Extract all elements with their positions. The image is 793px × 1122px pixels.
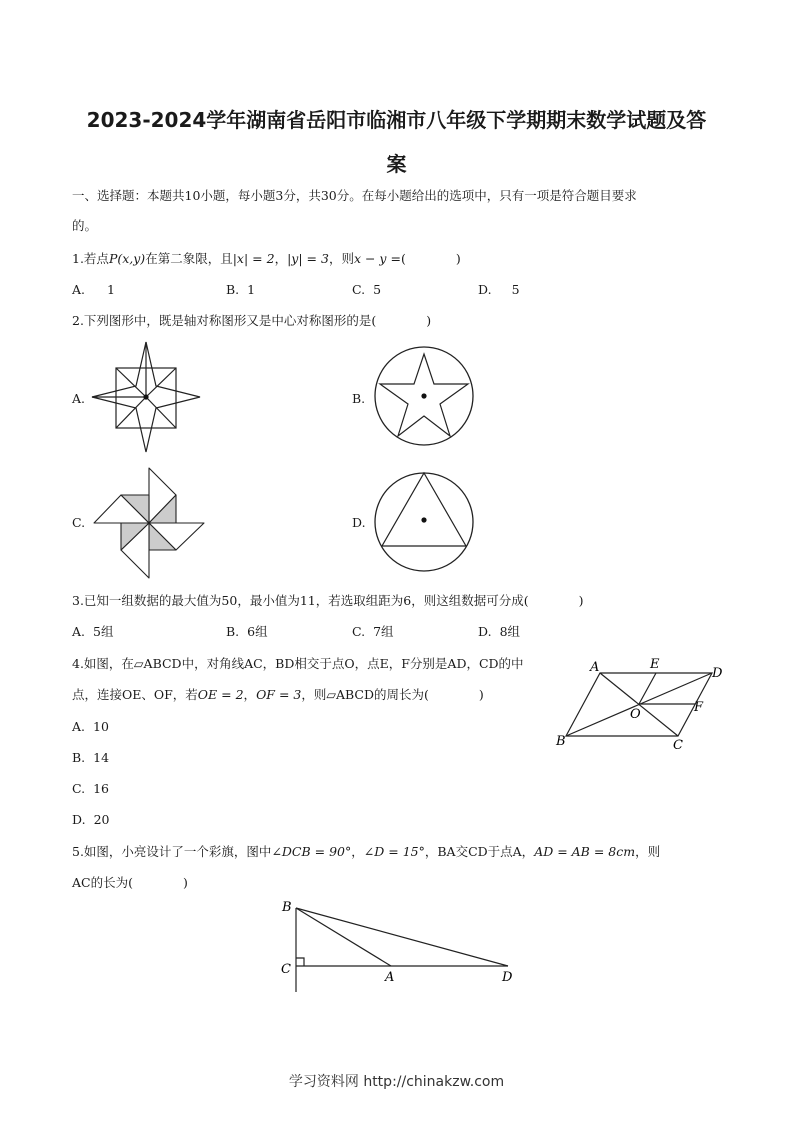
q5-point-c: C	[281, 962, 291, 977]
option-label: B.	[226, 624, 240, 639]
page-footer-watermark: 学习资料网 http://chinakzw.com	[288, 1074, 505, 1090]
q2-figure-b-circle-star	[372, 344, 476, 448]
q5-angle-dcb: ∠DCB = 90°	[271, 844, 352, 859]
q2-figure-d-circle-triangle	[372, 470, 476, 574]
q1-option-a	[72, 282, 115, 298]
q5-point-a: A	[385, 970, 395, 985]
q4-text-c: ，则▱ABCD的周长为( )	[301, 687, 484, 702]
q4-text-b: ，	[243, 687, 257, 702]
q1-cond-x: |x| = 2	[232, 251, 275, 266]
q2-option-c-label: C.	[72, 515, 86, 530]
q1-point: P(x,y)	[108, 251, 146, 266]
q2-option-d-label: D.	[352, 515, 366, 530]
q5-text-b: ，	[351, 844, 364, 859]
q1-option-c	[352, 282, 381, 298]
option-value: 1	[107, 282, 115, 297]
q5-text-d: ，则	[635, 844, 661, 859]
q3-option-b	[226, 624, 268, 640]
option-value: 5	[373, 282, 382, 297]
option-value: 5	[511, 282, 520, 297]
q4-figure-parallelogram	[552, 656, 732, 756]
option-label: B.	[226, 282, 240, 297]
q5-lengths: AD = AB = 8cm	[534, 844, 636, 859]
q1-text-b: 在第二象限，且	[145, 251, 233, 266]
option-value: 20	[93, 812, 110, 827]
option-value: 8组	[499, 624, 521, 639]
option-label: A.	[72, 719, 86, 734]
option-label: B.	[72, 750, 86, 765]
q1-text-c: ，	[274, 251, 288, 266]
q4-oe: OE = 2	[197, 687, 244, 702]
question-1-stem	[72, 251, 461, 267]
q5-point-b: B	[282, 900, 292, 915]
q4-option-a	[72, 719, 109, 735]
q2-figure-a-star	[90, 340, 202, 454]
q2-option-b-label: B.	[352, 391, 366, 406]
option-value: 5组	[93, 624, 114, 639]
option-label: A.	[72, 624, 86, 639]
option-label: D.	[478, 282, 492, 297]
q2-figure-c-pinwheel	[94, 468, 204, 578]
q4-point-o: O	[630, 707, 641, 722]
q4-point-d: D	[712, 666, 723, 681]
q4-point-e: E	[650, 657, 660, 672]
q2-option-a-label: A.	[72, 391, 86, 406]
q4-text-a: 点，连接OE、OF，若	[72, 687, 198, 702]
q4-of: OF = 3	[256, 687, 302, 702]
option-label: C.	[72, 781, 86, 796]
option-value: 16	[93, 781, 109, 796]
q4-option-b	[72, 750, 109, 766]
q3-option-c	[352, 624, 394, 640]
question-3-stem: 3.已知一组数据的最大值为50，最小值为11，若选取组距为6，则这组数据可分成( )	[72, 593, 584, 608]
q4-point-c: C	[673, 738, 683, 753]
question-4-stem-line2	[72, 687, 484, 703]
q5-angle-d: ∠D = 15°	[363, 844, 425, 859]
q3-option-d	[478, 624, 520, 640]
q4-point-f: F	[694, 700, 704, 715]
question-4-stem-line1: 4.如图，在▱ABCD中，对角线AC，BD相交于点O，点E，F分别是AD，CD的中	[72, 656, 524, 671]
q5-point-d: D	[502, 970, 513, 985]
q4-point-b: B	[556, 734, 566, 749]
question-5-stem-line1	[72, 844, 660, 860]
q1-text-e: ( )	[400, 251, 461, 266]
q1-text-d: ，则	[328, 251, 354, 266]
q1-option-d	[478, 282, 520, 298]
document-title-line2: 案	[386, 152, 407, 176]
option-value: 14	[93, 750, 110, 765]
option-label: A.	[72, 282, 86, 297]
q4-point-a: A	[590, 660, 600, 675]
q1-option-b	[226, 282, 255, 298]
option-value: 7组	[373, 624, 394, 639]
option-label: D.	[478, 624, 492, 639]
question-5-stem-line2: AC的长为( )	[72, 875, 188, 890]
q4-option-d	[72, 812, 109, 828]
question-2-stem: 2.下列图形中，既是轴对称图形又是中心对称图形的是( )	[72, 313, 432, 328]
q5-figure-flag	[276, 898, 526, 994]
option-label: C.	[352, 282, 366, 297]
option-value: 1	[247, 282, 256, 297]
option-value: 10	[93, 719, 109, 734]
q1-expr: x − y =	[353, 251, 401, 266]
option-label: D.	[72, 812, 86, 827]
section-instructions-line1: 一、选择题：本题共10小题，每小题3分，共30分。在每小题给出的选项中，只有一项是符合题目要求	[72, 188, 637, 203]
section-instructions-line2: 的。	[72, 218, 98, 233]
option-label: C.	[352, 624, 366, 639]
document-title-line1: 2023-2024学年湖南省岳阳市临湘市八年级下学期期末数学试题及答	[86, 108, 707, 132]
q5-text-a: 5.如图，小亮设计了一个彩旗，图中	[72, 844, 272, 859]
q1-text-a: 1.若点	[72, 251, 109, 266]
q1-cond-y: |y| = 3	[287, 251, 329, 266]
q3-option-a	[72, 624, 113, 640]
option-value: 6组	[247, 624, 268, 639]
q5-text-c: ，BA交CD于点A，	[424, 844, 535, 859]
q4-option-c	[72, 781, 109, 797]
